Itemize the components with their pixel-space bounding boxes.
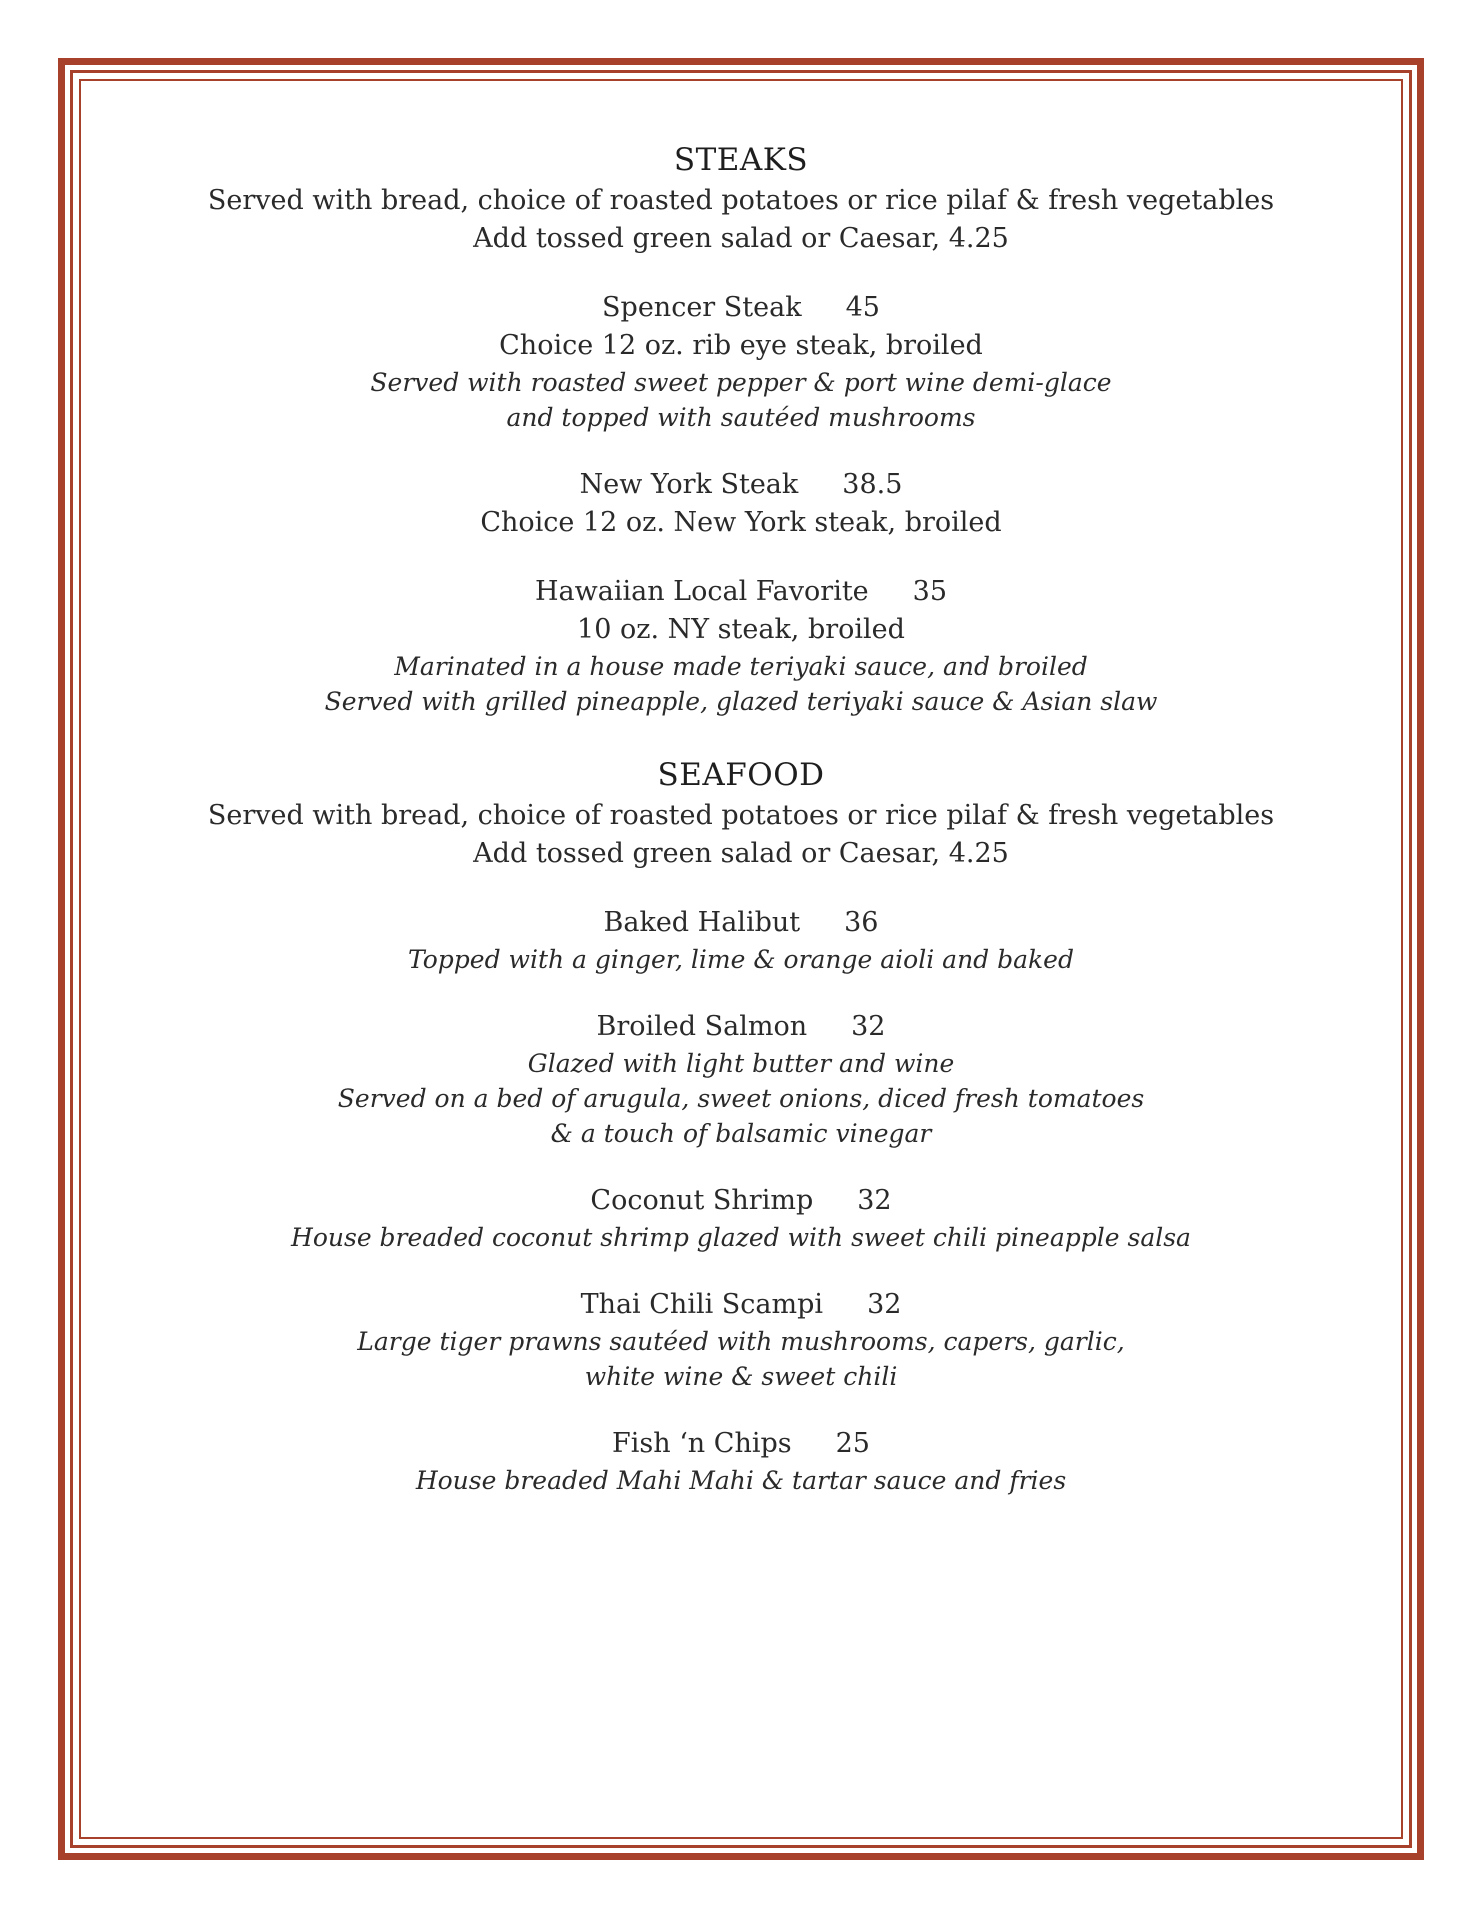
item-detail: Topped with a ginger, lime & orange aioli and baked <box>408 945 1074 974</box>
item-detail: white wine & sweet chili <box>584 1362 898 1391</box>
item-detail: Large tiger prawns sautéed with mushrooms, capers, garlic, <box>357 1327 1125 1356</box>
item-heading <box>96 904 1386 942</box>
item-heading <box>96 289 1386 327</box>
item-description: Choice 12 oz. rib eye steak, broiled <box>499 330 983 361</box>
item-description: Choice 12 oz. New York steak, broiled <box>480 507 1002 538</box>
item-price: 32 <box>867 1289 902 1320</box>
item-detail: Served with roasted sweet pepper & port wine demi-glace <box>370 368 1112 397</box>
section-note: Served with bread, choice of roasted potatoes or rice pilaf & fresh vegetables <box>207 800 1275 831</box>
item-heading <box>96 573 1386 611</box>
menu-item-broiled-salmon <box>96 1008 1386 1151</box>
item-name: Spencer Steak <box>602 292 802 323</box>
item-description: 10 oz. NY steak, broiled <box>577 614 905 645</box>
menu-item-baked-halibut <box>96 904 1386 977</box>
item-detail: Served with grilled pineapple, glazed teriyaki sauce & Asian slaw <box>324 687 1158 716</box>
section-steaks <box>96 138 1386 719</box>
section-note: Served with bread, choice of roasted potatoes or rice pilaf & fresh vegetables <box>207 185 1275 216</box>
menu-item-new-york-steak <box>96 466 1386 542</box>
item-name: Baked Halibut <box>603 907 801 938</box>
menu-item-hawaiian-local-favorite <box>96 573 1386 719</box>
item-detail: Served on a bed of arugula, sweet onions, diced fresh tomatoes <box>337 1084 1145 1113</box>
section-note: Add tossed green salad or Caesar, 4.25 <box>473 223 1009 254</box>
section-title: STEAKS <box>673 142 809 178</box>
item-detail: and topped with sautéed mushrooms <box>506 403 976 432</box>
item-heading <box>96 1286 1386 1324</box>
menu-item-coconut-shrimp <box>96 1182 1386 1255</box>
section-note: Add tossed green salad or Caesar, 4.25 <box>473 838 1009 869</box>
item-detail: & a touch of balsamic vinegar <box>550 1119 932 1148</box>
item-name: Coconut Shrimp <box>590 1185 814 1216</box>
item-detail: Glazed with light butter and wine <box>527 1049 955 1078</box>
section-seafood <box>96 753 1386 1498</box>
section-title: SEAFOOD <box>657 757 825 793</box>
item-price: 25 <box>835 1428 870 1459</box>
menu-page <box>96 138 1386 1498</box>
menu-item-spencer-steak <box>96 289 1386 435</box>
item-heading <box>96 1182 1386 1220</box>
item-price: 45 <box>845 292 880 323</box>
item-detail: Marinated in a house made teriyaki sauce, and broiled <box>394 652 1088 681</box>
item-price: 32 <box>857 1185 892 1216</box>
item-heading <box>96 466 1386 504</box>
item-name: Hawaiian Local Favorite <box>534 576 869 607</box>
menu-item-thai-chili-scampi <box>96 1286 1386 1394</box>
item-name: New York Steak <box>579 469 799 500</box>
item-name: Broiled Salmon <box>596 1011 808 1042</box>
item-price: 38.5 <box>842 469 903 500</box>
item-detail: House breaded Mahi Mahi & tartar sauce and fries <box>415 1466 1067 1495</box>
item-price: 35 <box>912 576 948 607</box>
item-detail: House breaded coconut shrimp glazed with sweet chili pineapple salsa <box>291 1223 1191 1252</box>
menu-item-fish-n-chips <box>96 1425 1386 1498</box>
item-heading <box>96 1008 1386 1046</box>
item-heading <box>96 1425 1386 1463</box>
item-price: 36 <box>844 907 879 938</box>
item-name: Fish ‘n Chips <box>612 1428 792 1459</box>
item-price: 32 <box>851 1011 886 1042</box>
item-name: Thai Chili Scampi <box>580 1289 824 1320</box>
